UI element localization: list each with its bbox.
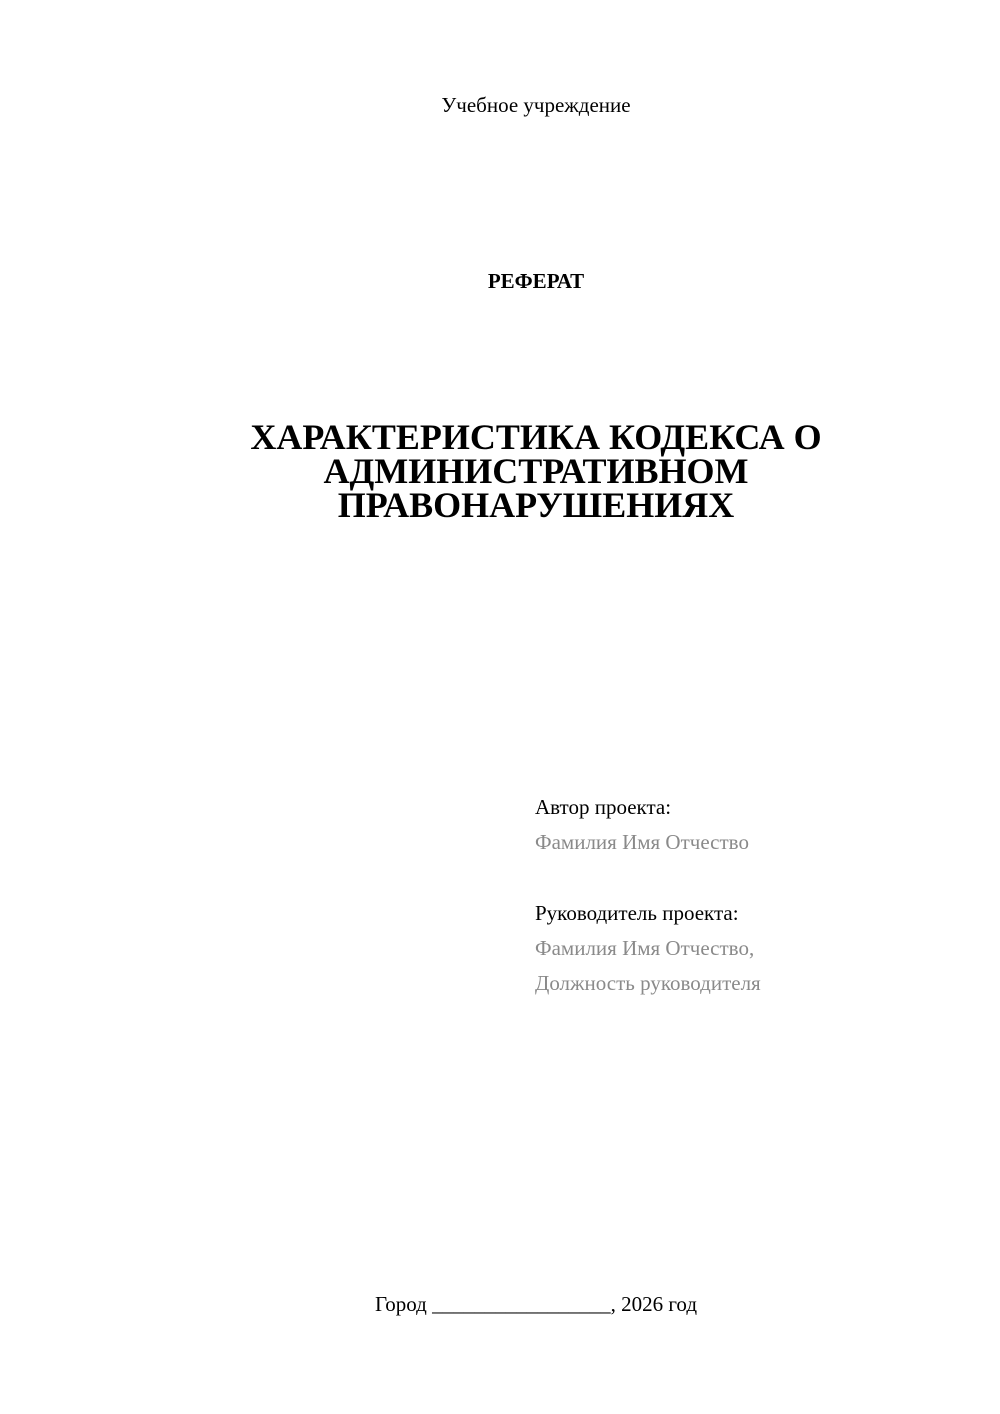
credits-spacer [535, 860, 955, 896]
institution-name: Учебное учреждение [441, 93, 631, 117]
document-title [0, 417, 1000, 525]
title-line-3: ПРАВОНАРУШЕНИЯХ [337, 485, 735, 525]
supervisor-name: Фамилия Имя Отчество, [535, 936, 755, 960]
credits-block [535, 790, 955, 1001]
supervisor-label: Руководитель проекта: [535, 901, 739, 925]
author-label: Автор проекта: [535, 795, 672, 819]
city-year-line: Город _________________, 2026 год [374, 1292, 698, 1316]
title-line-2: АДМИНИСТРАТИВНОМ [323, 451, 749, 491]
document-type: РЕФЕРАТ [487, 269, 585, 293]
supervisor-position: Должность руководителя [535, 971, 761, 995]
author-name: Фамилия Имя Отчество [535, 830, 749, 854]
title-line-1: ХАРАКТЕРИСТИКА КОДЕКСА О [250, 417, 822, 457]
